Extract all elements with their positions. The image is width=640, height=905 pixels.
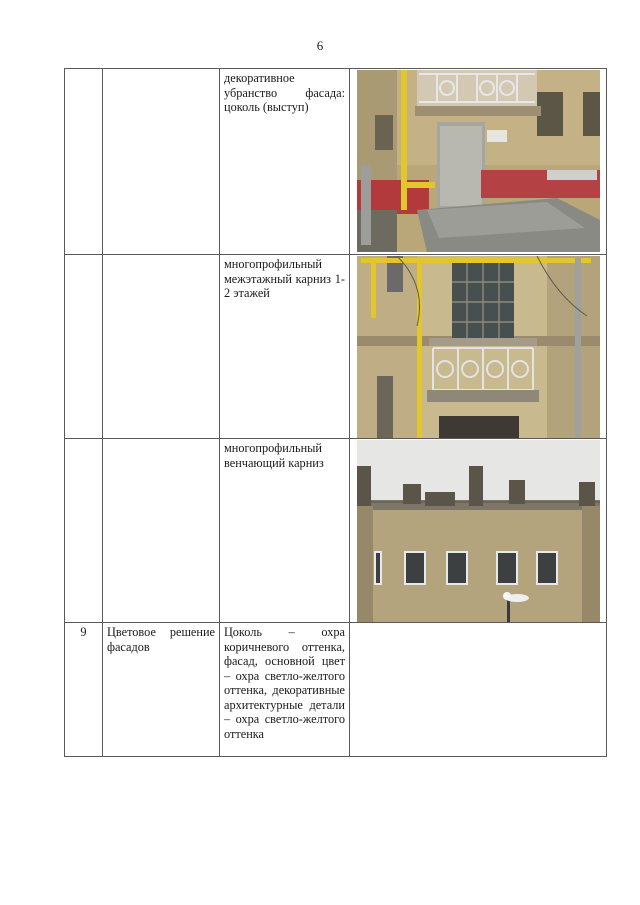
row-photo-cell xyxy=(350,255,607,439)
row-photo-cell xyxy=(350,623,607,757)
row-description-cell: многопрофильный межэтажный карниз 1-2 этажей xyxy=(220,255,350,439)
photo-crowning-cornice xyxy=(357,440,600,622)
row-number-cell: 9 xyxy=(65,623,103,757)
table-row xyxy=(65,255,607,439)
row-name-cell xyxy=(103,439,220,623)
row-name-cell xyxy=(103,255,220,439)
row-number-cell xyxy=(65,439,103,623)
page-number: 6 xyxy=(316,38,324,53)
row-description-cell: Цоколь – охра коричневого оттенка, фасад, основной цвет – охра светло-желтого оттенка, декоративные архитектурные детали – охра светло-желтого оттенка xyxy=(220,623,350,757)
table-row xyxy=(65,623,607,757)
row-name-cell xyxy=(103,69,220,255)
row-number-cell xyxy=(65,255,103,439)
row-description-cell: декоративное убранство фасада: цоколь (выступ) xyxy=(220,69,350,255)
table-row xyxy=(65,69,607,255)
photo-balcony-cornice xyxy=(357,256,600,438)
facade-elements-table xyxy=(64,68,607,757)
row-photo-cell xyxy=(350,439,607,623)
row-description-cell: многопрофильный венчающий карниз xyxy=(220,439,350,623)
row-number-cell xyxy=(65,69,103,255)
row-name-cell: Цветовое решение фасадов xyxy=(103,623,220,757)
row-photo-cell xyxy=(350,69,607,255)
table-row xyxy=(65,439,607,623)
photo-entrance-porch xyxy=(357,70,600,252)
